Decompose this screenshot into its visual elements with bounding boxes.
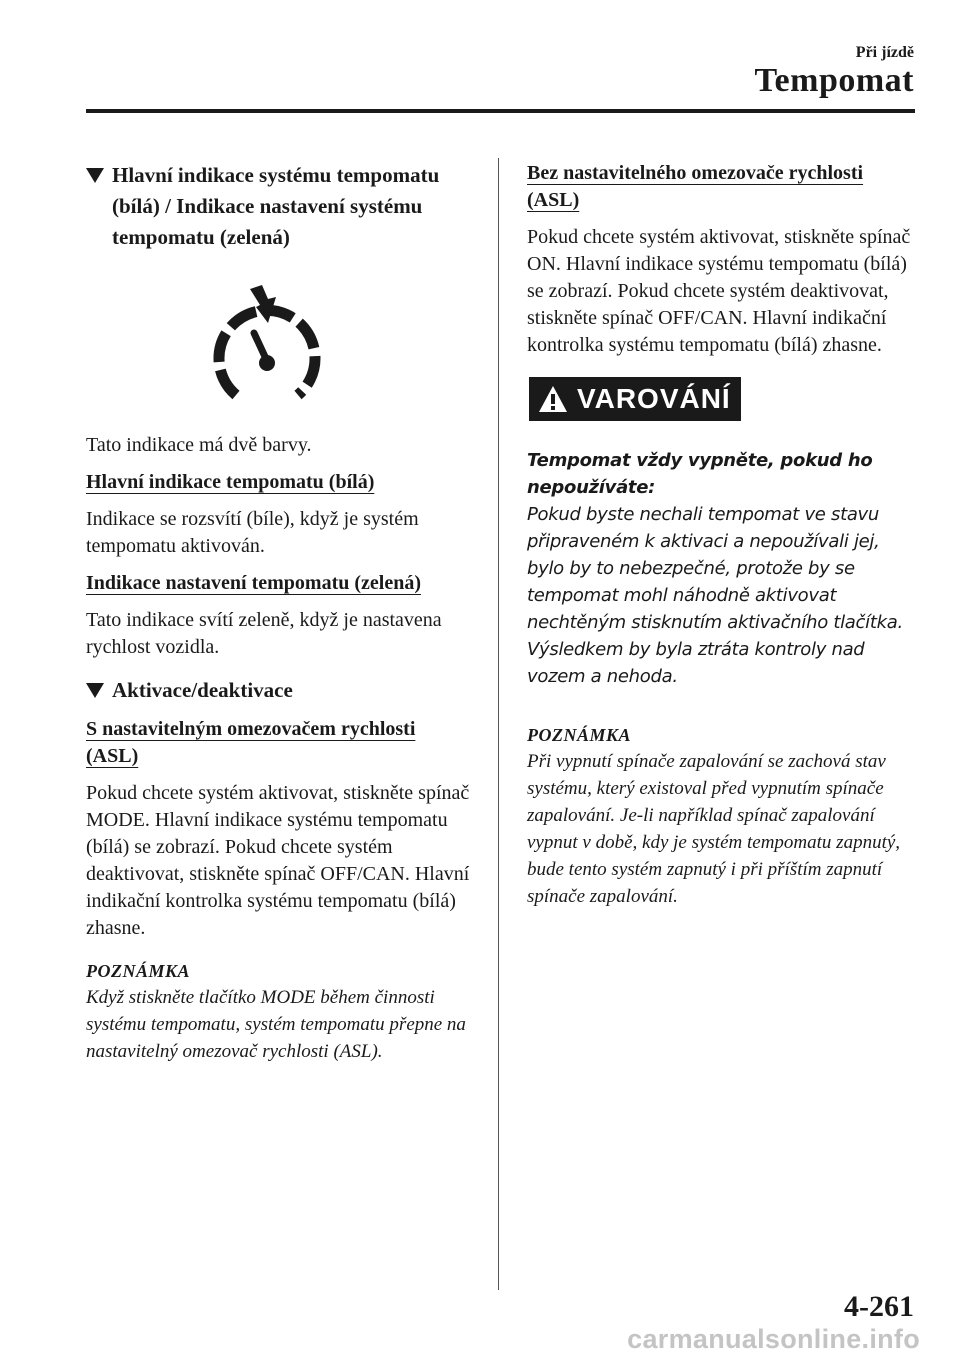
note-text: Při vypnutí spínače zapalování se zachová stav systému, který existoval před vypnutím spínače zapalování. Je-li například spínač zapalování vypnut v době, kdy je systém tempomatu zapnutý, bude tento systém zapnutý i při příštím zapnutí spínače zapalování. xyxy=(527,751,901,907)
section-heading-text: Hlavní indikace systému tempomatu (bílá) / Indikace nastavení systému tempomatu (zelená) xyxy=(112,163,440,249)
triangle-bullet-icon xyxy=(86,683,104,698)
intro-text: Tato indikace má dvě barvy. xyxy=(86,434,312,456)
right-column xyxy=(527,160,917,910)
without-asl-text: Pokud chcete systém aktivovat, stiskněte spínač ON. Hlavní indikace systému tempomatu (bílá) se zobrazí. Pokud chcete systém deaktivovat, stiskněte spínač OFF/CAN. Hlavní indikační kontrolka systému tempomatu (bílá) zhasne. xyxy=(527,226,911,356)
note-label: POZNÁMKA xyxy=(86,961,191,981)
warning-title: Tempomat vždy vypněte, pokud ho nepoužíváte: xyxy=(527,450,873,498)
section-label: Při jízdě xyxy=(855,44,914,61)
column-divider xyxy=(498,158,499,1290)
watermark: carmanualsonline.info xyxy=(627,1324,920,1354)
white-indicator-text: Indikace se rozsvítí (bíle), když je systém tempomatu aktivován. xyxy=(86,508,419,557)
subheading-with-asl: S nastavitelným omezovačem rychlosti (ASL) xyxy=(86,718,416,767)
section-heading-activation xyxy=(86,675,471,706)
section-heading-text: Aktivace/deaktivace xyxy=(112,678,293,702)
section-heading-indicators xyxy=(86,160,471,253)
note-label: POZNÁMKA xyxy=(527,725,632,745)
subheading-without-asl: Bez nastavitelného omezovače rychlosti (ASL) xyxy=(527,162,864,211)
page-title: Tempomat xyxy=(754,62,914,99)
warning-triangle-icon xyxy=(537,384,569,414)
cruise-control-indicator-icon xyxy=(86,283,471,418)
header-rule xyxy=(86,109,915,113)
triangle-bullet-icon xyxy=(86,168,104,183)
note-text: Když stiskněte tlačítko MODE během činnosti systému tempomatu, systém tempomatu přepne na nastavitelný omezovač rychlosti (ASL). xyxy=(86,987,466,1062)
subheading-white-indicator: Hlavní indikace tempomatu (bílá) xyxy=(86,471,375,493)
page-number: 4-261 xyxy=(844,1290,914,1323)
green-indicator-text: Tato indikace svítí zeleně, když je nastavena rychlost vozidla. xyxy=(86,609,442,658)
warning-text: Pokud byste nechali tempomat ve stavu připraveném k aktivaci a nepoužívali jej, bylo by to nebezpečné, protože by se tempomat mohl náhodně aktivovat nechtěným stisknutím aktivačního tlačítka. Výsledkem by byla ztráta kontroly nad vozem a nehoda. xyxy=(527,504,903,687)
with-asl-text: Pokud chcete systém aktivovat, stiskněte spínač MODE. Hlavní indikace systému tempomatu (bílá) se zobrazí. Pokud chcete systém deaktivovat, stiskněte spínač OFF/CAN. Hlavní indikační kontrolka systému tempomatu (bílá) zhasne. xyxy=(86,782,470,939)
subheading-green-indicator: Indikace nastavení tempomatu (zelená) xyxy=(86,572,421,594)
left-column xyxy=(86,160,471,1065)
warning-label: VAROVÁNÍ xyxy=(577,383,731,414)
warning-badge xyxy=(529,377,741,421)
